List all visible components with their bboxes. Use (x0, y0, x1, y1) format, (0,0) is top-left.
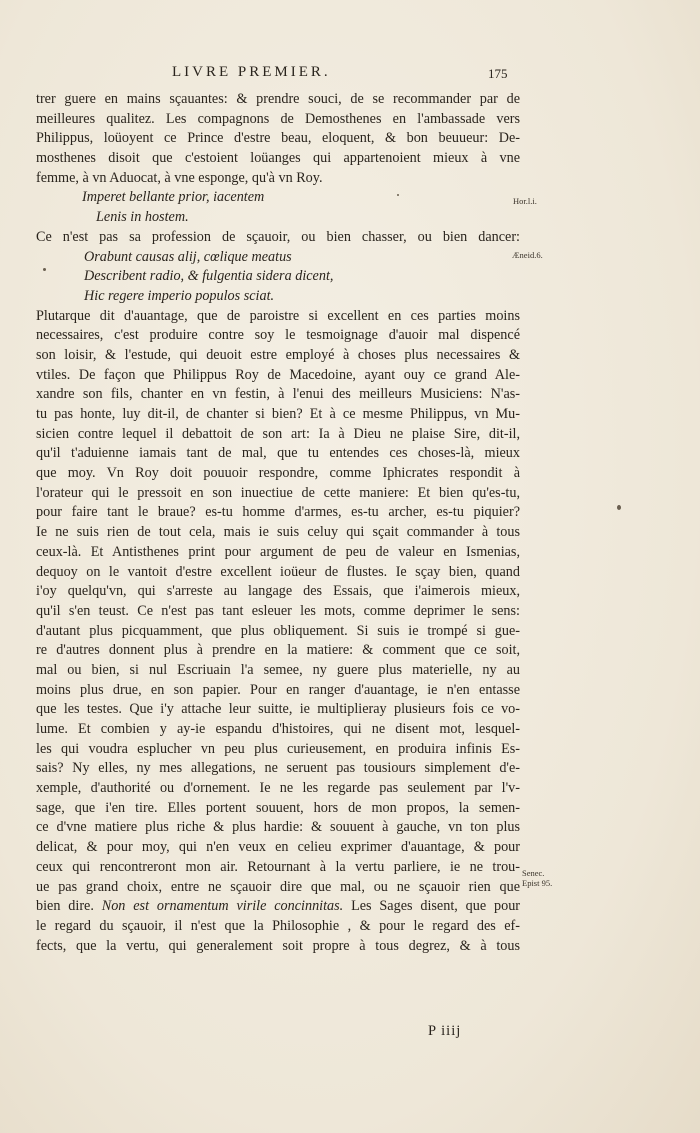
margin-note-aeneid: Æneid.6. (512, 250, 543, 260)
text-line: Ce n'est pas sa profession de sçauoir, ou bien chasser, ou bien dancer: (36, 228, 520, 245)
text-line: re d'autres donnent plus à prendre en la matiere: & comment que ce soit, (36, 642, 520, 659)
text-line: femme, à vn Aduocat, à vne esponge, qu'à vn Roy. (36, 169, 323, 186)
verse-line: Lenis in hostem. (96, 209, 189, 226)
text-line: sais? Ny elles, ny mes allegations, ne seruent pas tousiours simplement d'e- (36, 760, 520, 777)
body-text (36, 90, 520, 956)
text-line: que moy. Vn Roy doit pouuoir respondre, comme Iphicrates respondit à (36, 465, 520, 482)
page-header (0, 64, 700, 84)
signature-mark: P iiij (428, 1023, 462, 1039)
text-line: Plutarque dit d'auantage, que de paroistre si excellent en ces parties moins (36, 307, 520, 324)
text-line: ceux-là. Et Antisthenes print pour argument de peu de valeur en Ismenias, (36, 543, 520, 560)
text-line: trer guere en mains sçauantes: & prendre souci, de se recommander par de (36, 91, 520, 107)
text-line: ue pas grand choix, entre ne sçauoir dire que mal, ou ne sçauoir rien que (36, 878, 520, 895)
ink-speck (397, 194, 399, 196)
text-line: le regard du sçauoir, il n'est que la Philosophie , & pour le regard des ef- (36, 917, 520, 934)
ink-speck (617, 505, 621, 510)
text-line: meilleures qualitez. Les compagnons de Demosthenes en l'ambassade vers (36, 110, 520, 127)
text-line: qu'il t'aduienne iamais tant de mal, que tu entendes ces choses-là, mieux (36, 445, 520, 462)
text-line: Philippus, loüoyent ce Prince d'estre beau, eloquent, & bon beuueur: De- (36, 130, 520, 147)
text-line: ce d'vne matiere plus riche & plus hardie: & souuent à gauche, vn ton plus (36, 819, 520, 836)
text-line: son loisir, & l'estude, qui deuoit estre employé à choses plus necessaires & (36, 346, 520, 363)
verse-line: Describent radio, & fulgentia sidera dicent, (84, 268, 334, 285)
margin-note-horace: Hor.l.i. (513, 196, 537, 206)
verse-line: Hic regere imperio populos sciat. (84, 287, 275, 304)
margin-note-seneca-2: Epist 95. (522, 878, 553, 888)
ink-speck (43, 268, 46, 271)
margin-note-seneca (522, 868, 552, 888)
text-line: pour faire tant le braue? es-tu homme d'armes, es-tu archer, es-tu piquier? (36, 504, 520, 521)
latin-after: Les Sages disent, que pour (343, 898, 521, 915)
latin-before: bien dire. (36, 898, 102, 915)
text-line: vtiles. De façon que Philippus Roy de Macedoine, ayant ouy ce grand Ale- (36, 366, 520, 383)
text-line: tu pas honte, luy dit-il, de chanter si bien? Et à ce mesme Philippus, vn Mu- (36, 406, 520, 422)
text-line: lume. Et combien y ay-ie espandu d'histoires, qui ne disent mot, lesquel- (36, 721, 520, 737)
text-line: ceux qui rencontreront mon air. Retournant à la vertu parliere, ie ne trou- (36, 858, 520, 875)
text-line: mosthenes disoit que c'estoient loüanges qui appartenoient mieux à vne (36, 150, 520, 167)
page-number: 175 (488, 66, 508, 81)
text-line: moins plus drue, en son papier. Pour en ranger d'auantage, ie n'en entasse (36, 681, 520, 698)
text-line: dequoy on le vantoit d'estre excellent ioüeur de flustes. Ie sçay bien, quand (36, 563, 520, 580)
text-line: Ie ne suis rien de tout cela, mais ie suis celuy qui sçait commander à tous (36, 524, 520, 541)
text-line: sage, que i'en tire. Elles portent souuent, hors de mon propos, la semen- (36, 799, 520, 816)
text-line: qu'il s'en teust. Ce n'est pas tant esleuer les mots, comme deprimer le sens: (36, 602, 520, 619)
text-line: sicien contre lequel il debattoit de son art: Ia à Dieu ne plaise Sire, dit-il, (36, 425, 520, 442)
running-head: LIVRE PREMIER. (172, 64, 331, 80)
text-line: fects, que la vertu, qui generalement soit propre à tous degrez, & à tous (36, 937, 520, 954)
text-line: necessaires, c'est produire contre soy le tesmoignage d'auoir mal dispencé (36, 327, 520, 344)
margin-note-seneca-1: Senec. (522, 868, 545, 878)
main-paragraph (36, 307, 520, 898)
latin-quote: Non est ornamentum virile concinnitas. (101, 898, 344, 915)
text-line: delicat, & pour moy, qui n'en veux en celieu exprimer d'auantage, & pour (36, 839, 520, 856)
verse-line: Imperet bellante prior, iacentem (82, 189, 265, 206)
text-line: l'orateur qui le pressoit en son inuectiue de cette maniere: Et bien qu'es-tu, (36, 484, 520, 501)
text-line: d'autant plus picquamment, que plus obliquement. Si suis ie trompé si gue- (36, 622, 520, 639)
text-line: mal ou bien, si nul Escriuain l'a semee, ny guere plus materielle, ny au (36, 661, 520, 678)
text-line-latin-quote (36, 897, 520, 917)
verse-line: Orabunt causas alij, cœlique meatus (84, 248, 292, 265)
text-line: i'oy quelqu'vn, qui s'arreste au langage des Essais, que i'aimerois mieux, (36, 583, 520, 600)
text-line: que les testes. Que i'y attache leur suitte, ie multiplieray plusieurs fois ce vo- (36, 701, 520, 718)
text-line: les qui voudra esplucher vn peu plus curieusement, en produira infinis Es- (36, 740, 520, 757)
text-line: xemple, d'authorité ou d'ornement. Ie ne les regarde pas seulement par l'v- (36, 780, 520, 797)
text-line: xandre son fils, chanter en vn festin, à l'enui des meilleurs Musiciens: N'as- (36, 386, 520, 403)
